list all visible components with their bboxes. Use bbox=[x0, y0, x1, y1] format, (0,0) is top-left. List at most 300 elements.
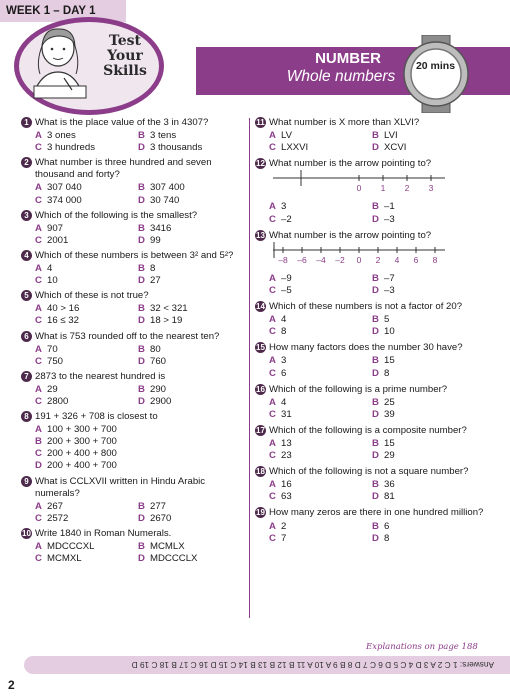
girl-writing-illustration bbox=[24, 22, 94, 107]
option-value: LVI bbox=[384, 130, 398, 142]
option-letter: C bbox=[35, 142, 42, 154]
answer-option[interactable] bbox=[35, 142, 138, 154]
answer-option[interactable] bbox=[372, 285, 472, 297]
question-number-badge: 12 bbox=[256, 159, 265, 169]
answer-option[interactable] bbox=[372, 142, 472, 154]
answer-option[interactable] bbox=[35, 275, 138, 287]
option-letter: C bbox=[35, 275, 42, 287]
option-letter: C bbox=[35, 315, 42, 327]
question-text: 2873 to the nearest hundred is bbox=[35, 370, 166, 382]
subject-title: NUMBER bbox=[315, 50, 381, 67]
option-value: 40 > 16 bbox=[47, 303, 80, 315]
number-line-label: –2 bbox=[335, 254, 345, 265]
option-letter: B bbox=[372, 272, 379, 284]
option-letter: B bbox=[372, 479, 379, 491]
option-letter: D bbox=[372, 450, 379, 462]
option-value: 63 bbox=[281, 491, 292, 503]
answer-option[interactable] bbox=[269, 397, 372, 409]
answer-option[interactable] bbox=[138, 541, 238, 553]
option-value: LV bbox=[281, 130, 293, 142]
logo-word: Test bbox=[108, 33, 142, 49]
option-letter: B bbox=[138, 383, 145, 395]
option-value: MCMLX bbox=[150, 541, 185, 552]
option-value: 29 bbox=[384, 450, 395, 462]
answer-option[interactable] bbox=[35, 235, 138, 247]
answer-option[interactable] bbox=[138, 344, 238, 356]
stopwatch-icon bbox=[400, 35, 472, 113]
question-12 bbox=[255, 158, 495, 225]
option-letter: C bbox=[35, 395, 42, 407]
question-number-badge: 1 bbox=[21, 117, 32, 128]
week-day-tab: WEEK 1 – DAY 1 bbox=[0, 0, 126, 22]
answer-option[interactable] bbox=[138, 223, 238, 235]
option-letter: D bbox=[138, 355, 145, 367]
column-divider bbox=[249, 118, 250, 618]
option-value: 100 + 300 + 700 bbox=[47, 424, 117, 436]
answer-option[interactable] bbox=[269, 142, 372, 154]
option-value: 10 bbox=[384, 326, 395, 338]
answer-options bbox=[35, 501, 241, 525]
option-value: –3 bbox=[384, 213, 395, 225]
option-value: 907 bbox=[47, 222, 64, 234]
answer-options bbox=[35, 424, 241, 472]
left-question-column bbox=[21, 117, 241, 568]
answer-option[interactable] bbox=[35, 182, 138, 194]
question-number-badge: 13 bbox=[256, 230, 265, 240]
answer-option[interactable] bbox=[138, 396, 238, 408]
answer-option[interactable] bbox=[35, 130, 138, 142]
question-5 bbox=[21, 290, 241, 327]
option-value: 200 + 400 + 700 bbox=[47, 460, 117, 472]
answer-option[interactable] bbox=[35, 460, 215, 472]
answer-option[interactable] bbox=[35, 501, 138, 513]
option-letter: B bbox=[138, 500, 145, 512]
answer-options bbox=[269, 130, 495, 154]
answer-options bbox=[269, 201, 495, 225]
answer-option[interactable] bbox=[138, 315, 238, 327]
answer-options bbox=[269, 314, 495, 338]
option-letter: A bbox=[35, 182, 42, 194]
answer-option[interactable] bbox=[269, 409, 372, 421]
question-number-badge: 10 bbox=[22, 528, 31, 538]
option-value: 2 bbox=[281, 520, 287, 532]
option-value: 2572 bbox=[47, 512, 69, 524]
option-letter: C bbox=[269, 284, 276, 296]
answer-option[interactable] bbox=[269, 314, 372, 326]
number-line-label: –8 bbox=[278, 254, 288, 265]
option-letter: B bbox=[138, 130, 145, 142]
question-18 bbox=[255, 466, 495, 503]
option-letter: A bbox=[35, 424, 42, 436]
answer-option[interactable] bbox=[35, 344, 138, 356]
option-letter: D bbox=[372, 142, 379, 154]
option-letter: B bbox=[372, 355, 379, 367]
option-value: 3 tens bbox=[150, 130, 177, 142]
question-number-badge: 7 bbox=[21, 371, 32, 382]
answer-option[interactable] bbox=[372, 397, 472, 409]
option-value: 10 bbox=[47, 275, 58, 287]
question-text: What number is three hundred and seven thousand and forty? bbox=[35, 157, 212, 181]
answer-option[interactable] bbox=[372, 409, 472, 421]
explanations-note: Explanations on page 188 bbox=[366, 642, 478, 652]
option-letter: D bbox=[372, 213, 379, 225]
answer-options bbox=[269, 355, 495, 379]
answer-option[interactable] bbox=[269, 533, 372, 545]
option-value: 80 bbox=[150, 343, 161, 355]
answer-option[interactable] bbox=[372, 533, 472, 545]
question-17 bbox=[255, 425, 495, 462]
number-line-label: 6 bbox=[413, 254, 419, 265]
question-8 bbox=[21, 411, 241, 472]
option-letter: D bbox=[372, 408, 379, 420]
option-letter: A bbox=[269, 130, 276, 142]
option-letter: D bbox=[138, 395, 145, 407]
answer-option[interactable] bbox=[372, 491, 472, 503]
answer-option[interactable] bbox=[35, 384, 138, 396]
question-text: Write 1840 in Roman Numerals. bbox=[35, 527, 172, 539]
option-value: 36 bbox=[384, 479, 395, 491]
answer-option[interactable] bbox=[35, 356, 138, 368]
option-value: 25 bbox=[384, 396, 395, 408]
option-value: 8 bbox=[384, 367, 390, 379]
option-value: 23 bbox=[281, 450, 292, 462]
option-value: –5 bbox=[281, 284, 292, 296]
answer-options bbox=[269, 479, 495, 503]
option-value: –1 bbox=[384, 201, 395, 213]
answer-option[interactable] bbox=[269, 521, 372, 533]
option-letter: C bbox=[269, 408, 276, 420]
question-text: What number is the arrow pointing to? bbox=[269, 158, 432, 170]
answer-option[interactable] bbox=[372, 214, 472, 226]
question-text: Which of the following is not a square number? bbox=[269, 466, 469, 478]
number-line-label: 8 bbox=[432, 254, 438, 265]
question-text: How many factors does the number 30 have? bbox=[269, 342, 463, 354]
question-number-badge: 2 bbox=[21, 157, 32, 168]
number-line-label: 4 bbox=[394, 254, 400, 265]
answer-option[interactable] bbox=[138, 356, 238, 368]
answer-option[interactable] bbox=[372, 438, 472, 450]
question-text: Which of these is not true? bbox=[35, 290, 149, 302]
answer-option[interactable] bbox=[138, 303, 238, 315]
logo-word: Your bbox=[107, 48, 143, 64]
option-value: 16 bbox=[281, 479, 292, 491]
option-value: 8 bbox=[150, 263, 156, 275]
option-letter: C bbox=[35, 512, 42, 524]
option-value: 7 bbox=[281, 532, 287, 544]
option-value: 6 bbox=[281, 367, 287, 379]
option-letter: D bbox=[138, 194, 145, 206]
question-number-badge: 17 bbox=[256, 425, 265, 435]
answer-option[interactable] bbox=[138, 142, 238, 154]
answer-option[interactable] bbox=[269, 214, 372, 226]
option-letter: D bbox=[372, 491, 379, 503]
question-1 bbox=[21, 117, 241, 154]
question-number-badge: 11 bbox=[256, 118, 265, 127]
answer-option[interactable] bbox=[138, 130, 238, 142]
option-letter: D bbox=[372, 284, 379, 296]
option-letter: A bbox=[35, 130, 42, 142]
option-value: 4 bbox=[47, 263, 53, 275]
answer-option[interactable] bbox=[269, 450, 372, 462]
answer-option[interactable] bbox=[372, 273, 472, 285]
question-number-badge: 15 bbox=[256, 343, 265, 353]
answer-option[interactable] bbox=[138, 263, 238, 275]
answer-option[interactable] bbox=[372, 130, 472, 142]
answer-option[interactable] bbox=[35, 263, 138, 275]
option-letter: B bbox=[138, 222, 145, 234]
option-letter: B bbox=[138, 263, 145, 275]
option-value: 81 bbox=[384, 491, 395, 503]
option-value: 18 > 19 bbox=[150, 315, 183, 327]
option-value: 200 + 300 + 700 bbox=[47, 436, 117, 448]
option-value: 307 400 bbox=[150, 182, 185, 194]
option-letter: A bbox=[269, 437, 276, 449]
question-7 bbox=[21, 371, 241, 408]
question-16 bbox=[255, 384, 495, 421]
option-letter: A bbox=[35, 303, 42, 315]
option-value: 290 bbox=[150, 383, 167, 395]
question-number-badge: 19 bbox=[256, 508, 265, 518]
question-text: How many zeros are there in one hundred million? bbox=[269, 507, 484, 519]
option-letter: C bbox=[269, 532, 276, 544]
number-line-label: –6 bbox=[297, 254, 307, 265]
question-text: Which of these numbers is not a factor of 20? bbox=[269, 301, 463, 313]
answer-options bbox=[269, 397, 495, 421]
option-letter: D bbox=[35, 460, 42, 472]
option-letter: B bbox=[138, 541, 145, 552]
number-line-label: 2 bbox=[404, 183, 410, 194]
option-value: 4 bbox=[281, 396, 287, 408]
option-value: 32 < 321 bbox=[150, 303, 188, 315]
answer-option[interactable] bbox=[138, 182, 238, 194]
option-letter: D bbox=[372, 326, 379, 338]
option-value: 3 bbox=[281, 355, 287, 367]
answer-option[interactable] bbox=[35, 541, 138, 553]
question-text: What number is X more than XLVI? bbox=[269, 117, 420, 128]
option-value: 267 bbox=[47, 500, 64, 512]
answer-option[interactable] bbox=[269, 273, 372, 285]
option-value: 3 bbox=[281, 201, 287, 213]
option-letter: A bbox=[269, 272, 276, 284]
logo-text bbox=[96, 34, 154, 79]
logo-word: Skills bbox=[103, 63, 147, 79]
option-value: 2670 bbox=[150, 512, 172, 524]
option-letter: A bbox=[269, 314, 276, 326]
answer-option[interactable] bbox=[35, 303, 138, 315]
number-line-label: 3 bbox=[428, 183, 434, 194]
answer-option[interactable] bbox=[269, 201, 372, 213]
question-text: What number is the arrow pointing to? bbox=[269, 229, 432, 241]
option-value: 70 bbox=[47, 343, 58, 355]
option-letter: C bbox=[35, 355, 42, 367]
option-value: 3 ones bbox=[47, 130, 76, 142]
question-number-badge: 3 bbox=[21, 210, 32, 221]
answer-option[interactable] bbox=[35, 513, 138, 525]
answer-option[interactable] bbox=[269, 438, 372, 450]
answer-option[interactable] bbox=[138, 235, 238, 247]
option-letter: A bbox=[269, 479, 276, 491]
option-letter: B bbox=[35, 436, 42, 448]
option-value: 6 bbox=[384, 520, 390, 532]
question-number-badge: 6 bbox=[21, 331, 32, 342]
answers-text: Answers: 1 C 2 A 3 D 4 C 5 D 6 C 7 D 8 B 9 A 10 A 11 B 12 B 13 B 14 C 15 D 16 C 17 B 18 C 19 D bbox=[131, 660, 494, 670]
option-letter: B bbox=[138, 303, 145, 315]
option-letter: B bbox=[138, 182, 145, 194]
option-value: 2900 bbox=[150, 395, 172, 407]
answer-options bbox=[35, 263, 241, 287]
option-letter: D bbox=[138, 553, 145, 565]
option-letter: B bbox=[372, 437, 379, 449]
question-4 bbox=[21, 250, 241, 287]
option-letter: C bbox=[269, 142, 276, 154]
option-value: 99 bbox=[150, 234, 161, 246]
question-number-badge: 16 bbox=[256, 384, 265, 394]
question-number-badge: 5 bbox=[21, 290, 32, 301]
answer-option[interactable] bbox=[35, 448, 215, 460]
question-3 bbox=[21, 210, 241, 247]
option-letter: B bbox=[372, 396, 379, 408]
option-letter: D bbox=[138, 315, 145, 327]
answer-option[interactable] bbox=[269, 130, 372, 142]
number-line-label: 1 bbox=[380, 183, 386, 194]
option-letter: B bbox=[372, 130, 379, 142]
question-text: 191 + 326 + 708 is closest to bbox=[35, 411, 158, 423]
option-letter: C bbox=[269, 213, 276, 225]
answer-option[interactable] bbox=[35, 223, 138, 235]
answer-option[interactable] bbox=[269, 491, 372, 503]
answer-option[interactable] bbox=[35, 315, 138, 327]
option-letter: A bbox=[269, 355, 276, 367]
answer-option[interactable] bbox=[372, 355, 472, 367]
number-line-label: 0 bbox=[356, 183, 362, 194]
option-letter: A bbox=[35, 541, 42, 552]
option-value: 31 bbox=[281, 408, 292, 420]
option-letter: B bbox=[138, 343, 145, 355]
answer-option[interactable] bbox=[269, 285, 372, 297]
question-13 bbox=[255, 230, 495, 297]
option-value: –2 bbox=[281, 213, 292, 225]
option-letter: A bbox=[269, 520, 276, 532]
answer-options bbox=[269, 438, 495, 462]
answer-options bbox=[35, 223, 241, 247]
option-value: 30 740 bbox=[150, 194, 180, 206]
option-value: 2800 bbox=[47, 395, 69, 407]
option-value: 374 000 bbox=[47, 194, 82, 206]
option-value: 15 bbox=[384, 437, 395, 449]
answer-option[interactable] bbox=[138, 553, 238, 565]
question-number-badge: 18 bbox=[256, 467, 265, 477]
option-value: 16 ≤ 32 bbox=[47, 315, 79, 327]
answer-options bbox=[35, 344, 241, 368]
option-letter: C bbox=[35, 448, 42, 460]
answer-option[interactable] bbox=[269, 479, 372, 491]
answer-option[interactable] bbox=[372, 314, 472, 326]
answer-options bbox=[35, 541, 241, 565]
answer-option[interactable] bbox=[35, 436, 215, 448]
option-value: 3 thousands bbox=[150, 142, 203, 154]
question-6 bbox=[21, 331, 241, 368]
question-number-badge: 14 bbox=[256, 302, 265, 312]
answer-option[interactable] bbox=[269, 355, 372, 367]
answer-option[interactable] bbox=[269, 326, 372, 338]
option-value: 13 bbox=[281, 437, 292, 449]
option-value: 750 bbox=[47, 355, 64, 367]
option-value: MDCCCXL bbox=[47, 541, 95, 552]
answer-option[interactable] bbox=[372, 521, 472, 533]
number-line-label: 2 bbox=[375, 254, 381, 265]
option-value: 8 bbox=[281, 326, 287, 338]
answer-options bbox=[269, 521, 495, 545]
question-text: What is CCLXVII written in Hindu Arabic numerals? bbox=[35, 475, 206, 499]
answer-option[interactable] bbox=[372, 201, 472, 213]
question-19 bbox=[255, 507, 495, 544]
option-letter: D bbox=[138, 142, 145, 154]
answer-option[interactable] bbox=[138, 513, 238, 525]
option-letter: D bbox=[372, 367, 379, 379]
number-line-label: –4 bbox=[316, 254, 326, 265]
answer-option[interactable] bbox=[372, 450, 472, 462]
answer-option[interactable] bbox=[35, 195, 138, 207]
answer-option[interactable] bbox=[138, 384, 238, 396]
question-number-badge: 8 bbox=[21, 411, 32, 422]
option-letter: D bbox=[138, 275, 145, 287]
option-value: –9 bbox=[281, 272, 292, 284]
answer-option[interactable] bbox=[35, 396, 138, 408]
number-line bbox=[269, 242, 449, 268]
answer-options bbox=[35, 182, 241, 206]
option-value: MCMXL bbox=[47, 553, 82, 565]
question-15 bbox=[255, 342, 495, 379]
option-letter: D bbox=[138, 234, 145, 246]
option-letter: A bbox=[35, 222, 42, 234]
option-letter: C bbox=[35, 553, 42, 565]
number-line-label: 0 bbox=[356, 254, 362, 265]
answer-option[interactable] bbox=[35, 424, 215, 436]
option-letter: A bbox=[35, 500, 42, 512]
option-value: 200 + 400 + 800 bbox=[47, 448, 117, 460]
option-letter: A bbox=[269, 396, 276, 408]
answer-option[interactable] bbox=[372, 479, 472, 491]
option-value: 307 040 bbox=[47, 182, 82, 194]
option-letter: C bbox=[269, 326, 276, 338]
answer-option[interactable] bbox=[138, 275, 238, 287]
answer-option[interactable] bbox=[372, 326, 472, 338]
option-value: 29 bbox=[47, 383, 58, 395]
answer-option[interactable] bbox=[138, 195, 238, 207]
question-text: Which of the following is a composite number? bbox=[269, 424, 467, 436]
answer-option[interactable] bbox=[269, 368, 372, 380]
timer-label: 20 mins bbox=[415, 60, 456, 72]
option-letter: C bbox=[35, 194, 42, 206]
question-9 bbox=[21, 476, 241, 525]
answer-option[interactable] bbox=[138, 501, 238, 513]
answer-option[interactable] bbox=[35, 553, 138, 565]
option-value: 2001 bbox=[47, 234, 69, 246]
answer-option[interactable] bbox=[372, 368, 472, 380]
answer-options bbox=[35, 130, 241, 154]
question-text: What is the place value of the 3 in 4307? bbox=[35, 117, 209, 128]
option-value: 15 bbox=[384, 355, 395, 367]
question-text: Which of these numbers is between 3² and 5²? bbox=[35, 249, 234, 261]
option-letter: D bbox=[138, 512, 145, 524]
question-number-badge: 9 bbox=[21, 476, 32, 487]
option-value: 3416 bbox=[150, 222, 172, 234]
option-value: 3 hundreds bbox=[47, 142, 96, 154]
option-letter: A bbox=[35, 263, 42, 275]
question-text: Which of the following is a prime number? bbox=[269, 383, 448, 395]
question-10 bbox=[21, 528, 241, 565]
option-letter: A bbox=[35, 383, 42, 395]
